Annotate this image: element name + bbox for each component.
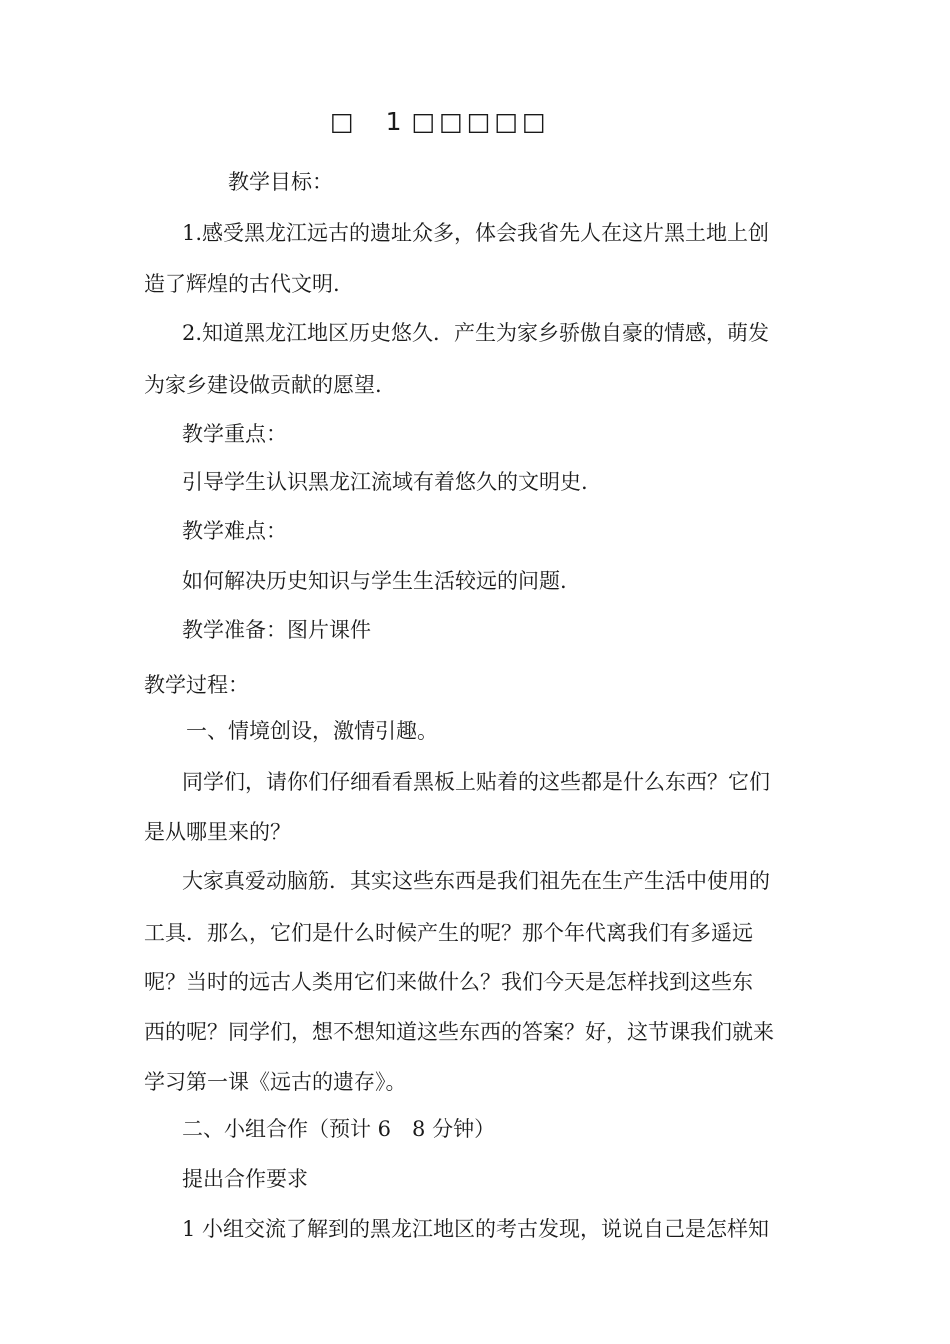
process-heading: 教学过程： — [144, 673, 249, 697]
paragraph-line: 1.感受黑龙江远古的遗址众多，体会我省先人在这片黑土地上创 — [182, 221, 770, 245]
paragraph-line: 提出合作要求 — [182, 1167, 308, 1191]
objectives-heading: 教学目标： — [228, 170, 333, 194]
paragraph-line: 如何解决历史知识与学生生活较远的问题. — [182, 569, 567, 593]
paragraph-line: 学习第一课《远古的遗存》。 — [144, 1070, 407, 1094]
paragraph-line: 呢？当时的远古人类用它们来做什么？我们今天是怎样找到这些东 — [144, 970, 753, 994]
paragraph-line: 工具．那么，它们是什么时候产生的呢？那个年代离我们有多遥远 — [144, 921, 753, 945]
preparation-line: 教学准备：图片课件 — [182, 618, 371, 642]
paragraph-line: 1 小组交流了解到的黑龙江地区的考古发现，说说自己是怎样知 — [182, 1217, 770, 1241]
section-heading-2: 二、小组合作（预计 6 8 分钟） — [182, 1117, 496, 1141]
paragraph-line: 为家乡建设做贡献的愿望. — [144, 373, 382, 397]
paragraph-line: 西的呢？同学们，想不想知道这些东西的答案？好，这节课我们就来 — [144, 1020, 774, 1044]
paragraph-line: 是从哪里来的？ — [144, 820, 291, 844]
section-heading-1: 一、情境创设，激情引趣。 — [186, 719, 438, 743]
paragraph-line: 造了辉煌的古代文明. — [144, 272, 340, 296]
paragraph-line: 同学们，请你们仔细看看黑板上贴着的这些都是什么东西？它们 — [182, 770, 770, 794]
difficulties-heading: 教学难点： — [182, 519, 287, 543]
title-number: 1 — [385, 107, 406, 136]
title-boxes: □□□□□ — [411, 107, 550, 136]
title-box: □ — [330, 107, 358, 136]
key-points-heading: 教学重点： — [182, 422, 287, 446]
paragraph-line: 引导学生认识黑龙江流域有着悠久的文明史. — [182, 470, 588, 494]
paragraph-line: 2.知道黑龙江地区历史悠久．产生为家乡骄傲自豪的情感，萌发 — [182, 321, 770, 345]
lesson-title — [330, 107, 550, 136]
paragraph-line: 大家真爱动脑筋．其实这些东西是我们祖先在生产生活中使用的 — [182, 869, 770, 893]
